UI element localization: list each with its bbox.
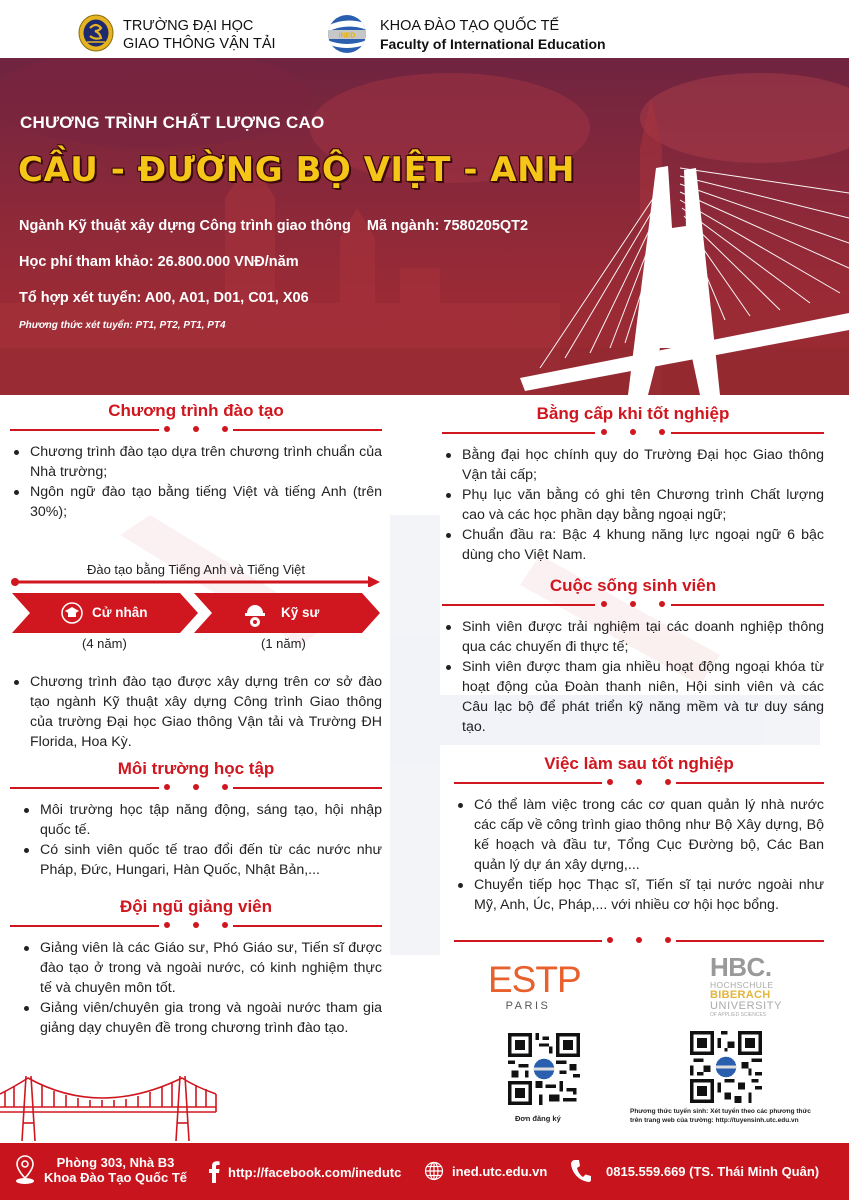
utc-logo-icon (78, 14, 114, 52)
section-title: Môi trường học tập (117, 759, 275, 778)
facebook-link[interactable]: http://facebook.com/inedutc (228, 1164, 402, 1180)
bullet-list (442, 617, 824, 737)
hbc-logo-line3: UNIVERSITY (710, 1000, 783, 1012)
step-1-duration: (4 năm) (82, 636, 127, 651)
globe-icon (424, 1161, 444, 1181)
qr-caption-line2: trên trang web của trường: http://tuyensinh.utc.edu.vn (630, 1117, 799, 1124)
section-title: Cuộc sống sinh viên (549, 576, 717, 595)
section-title: Việc làm sau tốt nghiệp (544, 754, 734, 773)
list-item: Chương trình đào tạo được xây dựng trên cơ sở đào tạo ngành Kỹ thuật xây dựng Công trình Giao thông của trường Đại học Giao thông Vận tải và Trường ĐH Florida, Hoa Kỳ. (10, 672, 382, 752)
footer-facebook[interactable] (208, 1161, 401, 1183)
hero-title: CẦU - ĐƯỜNG BỘ VIỆT - ANH (18, 150, 575, 190)
footer-phone[interactable] (570, 1159, 819, 1183)
list-item: Sinh viên được trải nghiệm tại các doanh nghiệp thông qua các chuyến đi thực tế; (442, 617, 824, 657)
phone-number[interactable]: 0815.559.669 (TS. Thái Minh Quân) (606, 1163, 820, 1179)
list-item: Có thể làm việc trong các cơ quan quản lý nhà nước các cấp về công trình giao thông như Bộ Xây dựng, Bộ kế hoạch và đầu tư, Tổng Cục Đường bộ, Các Ban quản lý dự án xây dựng,... (454, 795, 824, 875)
bullet-list (442, 445, 824, 565)
ined-name-line1: KHOA ĐÀO TẠO QUỐC TẾ (380, 18, 560, 34)
hbc-biberach-logo (710, 952, 783, 1019)
ined-logo-icon (327, 14, 367, 54)
address-line2: Khoa Đào Tạo Quốc Tế (44, 1170, 188, 1185)
list-item: Phụ lục văn bằng có ghi tên Chương trình Chất lượng cao và các học phần dạy bằng ngoại ngữ; (442, 485, 824, 525)
qr-code-registration[interactable] (508, 1033, 580, 1105)
bullet-list (10, 442, 382, 522)
section-viec-lam (454, 753, 824, 915)
list-item: Ngôn ngữ đào tạo bằng tiếng Việt và tiếng Anh (trên 30%); (10, 482, 382, 522)
section-moi-truong-hoc-tap (10, 758, 382, 880)
hbc-logo-text: HBC. (710, 952, 772, 982)
utc-name-line2: GIAO THÔNG VẬN TẢI (123, 36, 276, 52)
section-title: Bằng cấp khi tốt nghiệp (536, 404, 730, 423)
section-divider (454, 777, 824, 789)
list-item: Chuẩn đầu ra: Bậc 4 khung năng lực ngoại ngữ 6 bậc dùng cho Việt Nam. (442, 525, 824, 565)
list-item: Chương trình đào tạo dựa trên chương trình chuẩn của Nhà trường; (10, 442, 382, 482)
hero-banner (0, 58, 849, 395)
list-item: Sinh viên được tham gia nhiều hoạt động ngoại khóa từ hoạt động của Đoàn thanh niên, Hội sinh viên và các Câu lạc bộ để phát triển kỹ năng mềm và tư duy sáng tạo. (442, 657, 824, 737)
hero-subtitle: CHƯƠNG TRÌNH CHẤT LƯỢNG CAO (20, 113, 325, 132)
section-divider (442, 427, 824, 439)
list-item: Bằng đại học chính quy do Trường Đại học Giao thông Vận tải cấp; (442, 445, 824, 485)
bullet-list (454, 795, 824, 915)
hero-major (19, 218, 528, 234)
qr-caption-line1: Phương thức tuyển sinh: Xét tuyển theo các phương thức (630, 1108, 811, 1115)
hero-methods: Phương thức xét tuyển: PT1, PT2, PT1, PT4 (19, 320, 226, 331)
phone-icon (570, 1159, 592, 1183)
address-line1: Phòng 303, Nhà B3 (56, 1155, 175, 1170)
section-divider (10, 920, 382, 932)
major-name: Ngành Kỹ thuật xây dựng Công trình giao thông (19, 218, 351, 234)
section-chuong-trinh-dao-tao (10, 400, 382, 522)
hbc-logo-line1: HOCHSCHULE (710, 980, 774, 990)
section-divider (10, 424, 382, 436)
footer-contact-bar (0, 1143, 849, 1200)
step-1-label: Cử nhân (92, 605, 148, 620)
footer-website[interactable] (424, 1161, 547, 1181)
training-timeline (10, 555, 382, 655)
top-header (0, 0, 849, 58)
hero-combos: Tổ hợp xét tuyển: A00, A01, D01, C01, X06 (19, 290, 309, 306)
hero-tuition: Học phí tham khảo: 26.800.000 VNĐ/năm (19, 254, 299, 270)
ined-logo-text: INED (338, 32, 356, 40)
qr-caption-registration: Đơn đăng ký (515, 1114, 561, 1123)
chuong-trinh-more (10, 666, 382, 752)
hbc-logo-line4: OF APPLIED SCIENCES (710, 1012, 767, 1018)
ined-name (380, 17, 606, 53)
ined-name-line2: Faculty of International Education (380, 36, 606, 52)
list-item: Chuyển tiếp học Thạc sĩ, Tiến sĩ tại nước ngoài như Mỹ, Anh, Úc, Pháp,... với nhiều cơ hội học bổng. (454, 875, 824, 915)
section-divider (442, 599, 824, 611)
list-item: Môi trường học tập năng động, sáng tạo, hội nhập quốc tế. (20, 800, 382, 840)
facebook-icon (208, 1161, 220, 1183)
step-2-label: Kỹ sư (281, 605, 320, 620)
estp-paris-logo (488, 959, 581, 1012)
qr-code-admissions[interactable] (690, 1031, 762, 1103)
section-title: Chương trình đào tạo (108, 401, 284, 420)
section-bang-cap (442, 403, 824, 565)
utc-name-line1: TRƯỜNG ĐẠI HỌC (123, 18, 254, 34)
section-title: Đội ngũ giảng viên (119, 897, 273, 916)
suspension-bridge-illustration (0, 1073, 220, 1143)
website-link[interactable]: ined.utc.edu.vn (452, 1163, 548, 1179)
qr-caption-admissions (630, 1107, 820, 1125)
timeline-label: Đào tạo bằng Tiếng Anh và Tiếng Việt (86, 562, 306, 577)
hbc-logo-line2: BIBERACH (710, 989, 771, 1001)
bullet-list (20, 938, 382, 1038)
section-cuoc-song-sinh-vien (442, 575, 824, 737)
list-item: Có sinh viên quốc tế trao đổi đến từ các nước như Pháp, Đức, Hungari, Hàn Quốc, Nhật Bản,... (20, 840, 382, 880)
major-code: Mã ngành: 7580205QT2 (366, 218, 529, 234)
estp-logo-text: ESTP (488, 959, 581, 1000)
estp-logo-subtext: PARIS (505, 1000, 551, 1012)
footer-address (14, 1155, 187, 1185)
section-divider (454, 935, 824, 947)
location-pin-icon (14, 1155, 36, 1185)
list-item: Giảng viên/chuyên gia trong và ngoài nước tham gia giảng dạy chuyên đề trong chương trình đào tạo. (20, 998, 382, 1038)
section-divider (10, 782, 382, 794)
bullet-list (20, 800, 382, 880)
list-item: Giảng viên là các Giáo sư, Phó Giáo sư, Tiến sĩ được đào tạo ở trong và ngoài nước, có kinh nghiệm thực tế và chuyên môn tốt. (20, 938, 382, 998)
timeline-arrow (10, 575, 382, 587)
section-doi-ngu-giang-vien (10, 896, 382, 1038)
bullet-list (10, 672, 382, 752)
step-2-duration: (1 năm) (261, 636, 306, 651)
utc-name (123, 17, 276, 53)
